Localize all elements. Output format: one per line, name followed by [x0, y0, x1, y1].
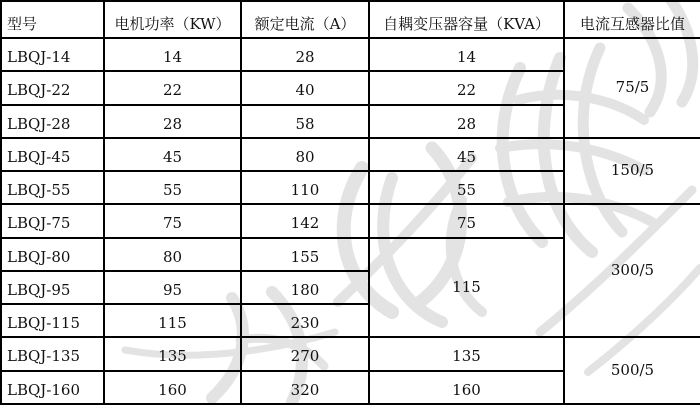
power-cell: 160 — [104, 371, 241, 404]
model-cell: LBQJ-80 — [1, 238, 104, 271]
current-cell: 230 — [241, 304, 369, 337]
table-row — [1, 38, 700, 71]
header-model: 型号 — [1, 1, 104, 38]
current-cell: 320 — [241, 371, 369, 404]
header-ct-ratio: 电流互感器比值 — [564, 1, 700, 38]
kva-cell: 160 — [369, 371, 564, 404]
header-motor-power: 电机功率（KW） — [104, 1, 241, 38]
kva-cell: 45 — [369, 138, 564, 171]
kva-cell: 22 — [369, 71, 564, 104]
power-cell: 75 — [104, 204, 241, 237]
model-cell: LBQJ-55 — [1, 171, 104, 204]
current-cell: 110 — [241, 171, 369, 204]
power-cell: 95 — [104, 271, 241, 304]
current-cell: 80 — [241, 138, 369, 171]
model-cell: LBQJ-95 — [1, 271, 104, 304]
power-cell: 28 — [104, 105, 241, 138]
current-cell: 270 — [241, 337, 369, 370]
table-row — [1, 138, 700, 171]
power-cell: 55 — [104, 171, 241, 204]
kva-cell: 28 — [369, 105, 564, 138]
model-cell: LBQJ-160 — [1, 371, 104, 404]
header-row — [1, 1, 700, 38]
kva-cell: 75 — [369, 204, 564, 237]
header-rated-current: 额定电流（A） — [241, 1, 369, 38]
model-cell: LBQJ-14 — [1, 38, 104, 71]
power-cell: 45 — [104, 138, 241, 171]
ct-ratio-cell: 300/5 — [564, 204, 700, 337]
current-cell: 180 — [241, 271, 369, 304]
model-cell: LBQJ-135 — [1, 337, 104, 370]
table-row — [1, 204, 700, 237]
kva-cell: 14 — [369, 38, 564, 71]
current-cell: 28 — [241, 38, 369, 71]
current-cell: 142 — [241, 204, 369, 237]
model-cell: LBQJ-75 — [1, 204, 104, 237]
ct-ratio-cell: 150/5 — [564, 138, 700, 205]
kva-cell: 55 — [369, 171, 564, 204]
header-transformer-capacity: 自耦变压器容量（KVA） — [369, 1, 564, 38]
ct-ratio-cell: 500/5 — [564, 337, 700, 404]
kva-cell: 135 — [369, 337, 564, 370]
power-cell: 135 — [104, 337, 241, 370]
kva-cell: 115 — [369, 238, 564, 338]
power-cell: 115 — [104, 304, 241, 337]
table-row — [1, 337, 700, 370]
power-cell: 14 — [104, 38, 241, 71]
power-cell: 22 — [104, 71, 241, 104]
power-cell: 80 — [104, 238, 241, 271]
model-cell: LBQJ-22 — [1, 71, 104, 104]
model-cell: LBQJ-115 — [1, 304, 104, 337]
ct-ratio-cell: 75/5 — [564, 38, 700, 138]
model-cell: LBQJ-45 — [1, 138, 104, 171]
current-cell: 155 — [241, 238, 369, 271]
current-cell: 58 — [241, 105, 369, 138]
model-cell: LBQJ-28 — [1, 105, 104, 138]
current-cell: 40 — [241, 71, 369, 104]
